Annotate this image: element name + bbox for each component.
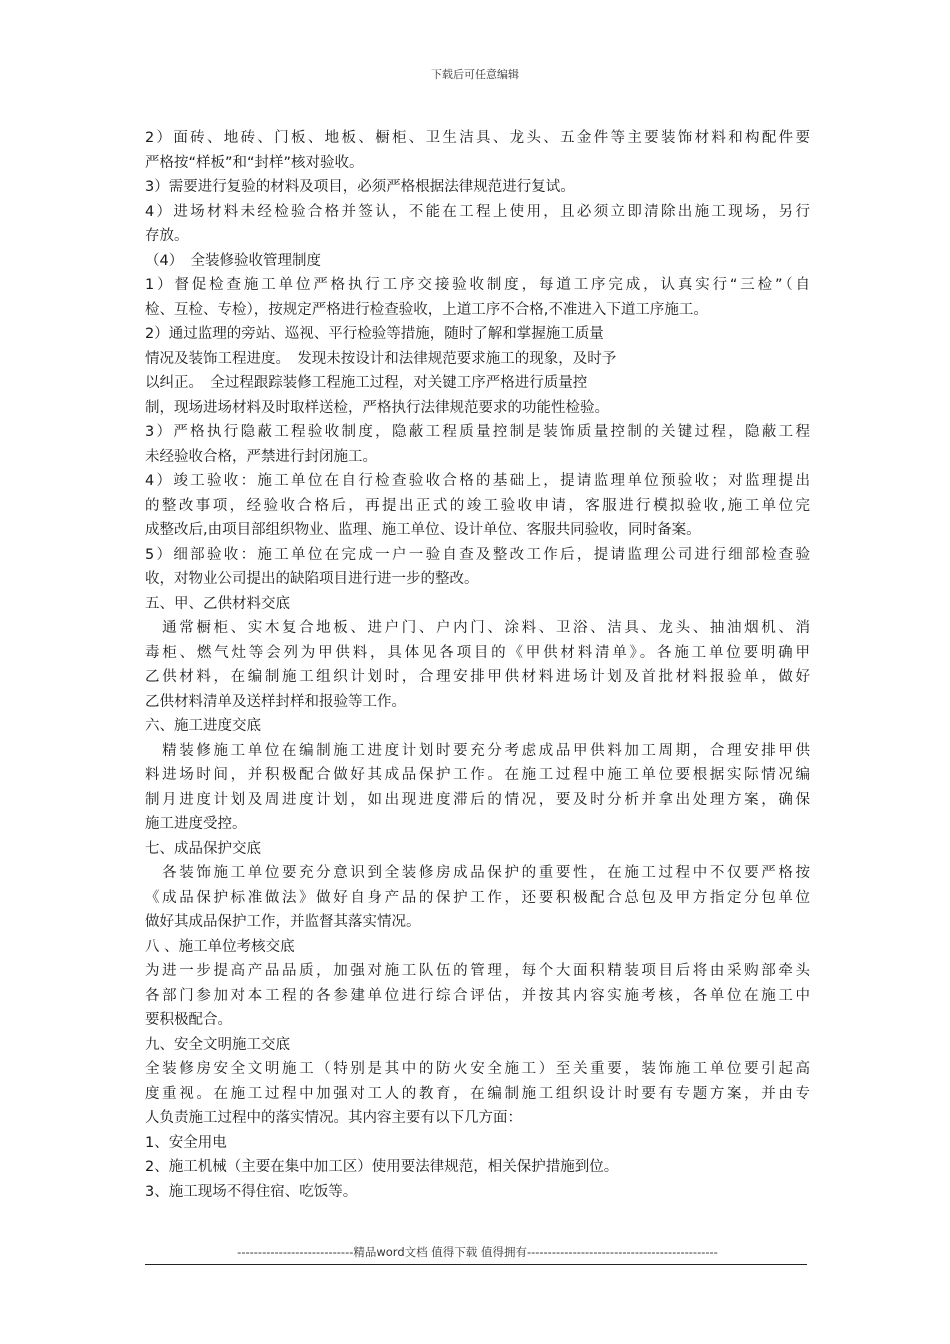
text-line: 毒柜、燃气灶等会列为甲供料，具体见各项目的《甲供材料清单》。各施工单位要明确甲 <box>145 644 810 661</box>
text-line: 1、安全用电 <box>145 1134 227 1151</box>
text-line: 全装修房安全文明施工（特别是其中的防火安全施工）至关重要，装饰施工单位要引起高 <box>145 1061 810 1077</box>
text-line: 4）进场材料未经检验合格并签认，不能在工程上使用，且必须立即清除出施工现场，另行 <box>145 203 810 220</box>
text-line: 4）竣工验收：施工单位在自行检查验收合格的基础上，提请监理单位预验收；对监理提出 <box>145 473 810 489</box>
page-footer: ----------------------------精品word文档 值得下载 值得拥有---------------------------------------------- <box>237 1245 718 1259</box>
text-line: 存放。 <box>145 228 189 244</box>
text-line: 乙供材料，在编制施工组织计划时，合理安排甲供材料进场计划及首批材料报验单，做好 <box>145 669 810 685</box>
text-line: 严格按“样板”和“封样”核对验收。 <box>145 154 364 171</box>
document-body <box>145 126 810 1204</box>
text-line: 九、安全文明施工交底 <box>145 1036 290 1053</box>
page-header: 下载后可任意编辑 <box>431 68 519 81</box>
text-line: 乙供材料清单及送样封样和报验等工作。 <box>145 693 406 710</box>
text-line: 3）需要进行复验的材料及项目，必须严格根据法律规范进行复试。 <box>145 179 575 195</box>
text-line: 5）细部验收：施工单位在完成一户一验自查及整改工作后，提请监理公司进行细部检查验 <box>145 546 810 563</box>
text-line: 以纠正。 全过程跟踪装修工程施工过程，对关键工序严格进行质量控 <box>145 375 588 391</box>
text-line: 人负责施工过程中的落实情况。其内容主要有以下几方面： <box>145 1110 522 1126</box>
text-line: 各装饰施工单位要充分意识到全装修房成品保护的重要性，在施工过程中不仅要严格按 <box>145 865 810 881</box>
text-line: 做好其成品保护工作，并监督其落实情况。 <box>145 914 421 930</box>
text-line: 五、甲、乙供材料交底 <box>145 595 290 612</box>
text-line: 精装修施工单位在编制施工进度计划时要充分考虑成品甲供料加工周期，合理安排甲供 <box>145 742 810 759</box>
text-line: 2）通过监理的旁站、巡视、平行检验等措施，随时了解和掌握施工质量 <box>145 326 604 342</box>
text-line: 制月进度计划及周进度计划，如出现进度滞后的情况，要及时分析并拿出处理方案，确保 <box>145 791 810 808</box>
text-line: 要积极配合。 <box>145 1012 232 1028</box>
text-line: 施工进度受控。 <box>145 816 247 832</box>
text-line: 未经验收合格，严禁进行封闭施工。 <box>145 448 377 465</box>
text-line: 成整改后,由项目部组织物业、监理、施工单位、设计单位、客服共同验收，同时备案。 <box>145 522 701 538</box>
text-line: 各部门参加对本工程的各参建单位进行综合评估，并按其内容实施考核，各单位在施工中 <box>145 987 810 1004</box>
text-line: 的整改事项，经验收合格后，再提出正式的竣工验收申请，客服进行模拟验收,施工单位完 <box>145 497 810 514</box>
text-line: （4） 全装修验收管理制度 <box>145 252 321 269</box>
text-line: 检、互检、专检），按规定严格进行检查验收，上道工序不合格,不准进入下道工序施工。 <box>145 301 708 318</box>
text-line: 通常橱柜、实木复合地板、进户门、户内门、涂料、卫浴、洁具、龙头、抽油烟机、消 <box>145 620 810 636</box>
text-line: 收，对物业公司提出的缺陷项目进行进一步的整改。 <box>145 571 479 587</box>
text-line: 3）严格执行隐蔽工程验收制度，隐蔽工程质量控制是装饰质量控制的关键过程，隐蔽工程 <box>145 424 810 440</box>
text-line: 七、成品保护交底 <box>145 840 261 857</box>
text-line: 六、施工进度交底 <box>145 718 261 734</box>
text-line: 1）督促检查施工单位严格执行工序交接验收制度，每道工序完成，认真实行“三检”（自 <box>145 277 810 293</box>
text-line: 《成品保护标准做法》做好自身产品的保护工作，还要积极配合总包及甲方指定分包单位 <box>145 889 810 906</box>
text-line: 为进一步提高产品品质，加强对施工队伍的管理，每个大面积精装项目后将由采购部牵头 <box>145 963 810 979</box>
text-line: 3、施工现场不得住宿、吃饭等。 <box>145 1183 358 1200</box>
footer-rule <box>145 1264 807 1265</box>
text-line: 度重视。在施工过程中加强对工人的教育，在编制施工组织设计时要有专题方案，并由专 <box>145 1085 810 1102</box>
text-line: 八 、施工单位考核交底 <box>145 938 295 955</box>
text-line: 制，现场进场材料及时取样送检，严格执行法律规范要求的功能性检验。 <box>145 399 609 416</box>
text-line: 2）面砖、地砖、门板、地板、橱柜、卫生洁具、龙头、五金件等主要装饰材料和构配件要 <box>145 130 810 146</box>
text-line: 2、施工机械（主要在集中加工区）使用要法律规范，相关保护措施到位。 <box>145 1159 619 1175</box>
text-line: 料进场时间，并积极配合做好其成品保护工作。在施工过程中施工单位要根据实际情况编 <box>145 767 810 783</box>
text-line: 情况及装饰工程进度。 发现未按设计和法律规范要求施工的现象，及时予 <box>145 350 617 367</box>
